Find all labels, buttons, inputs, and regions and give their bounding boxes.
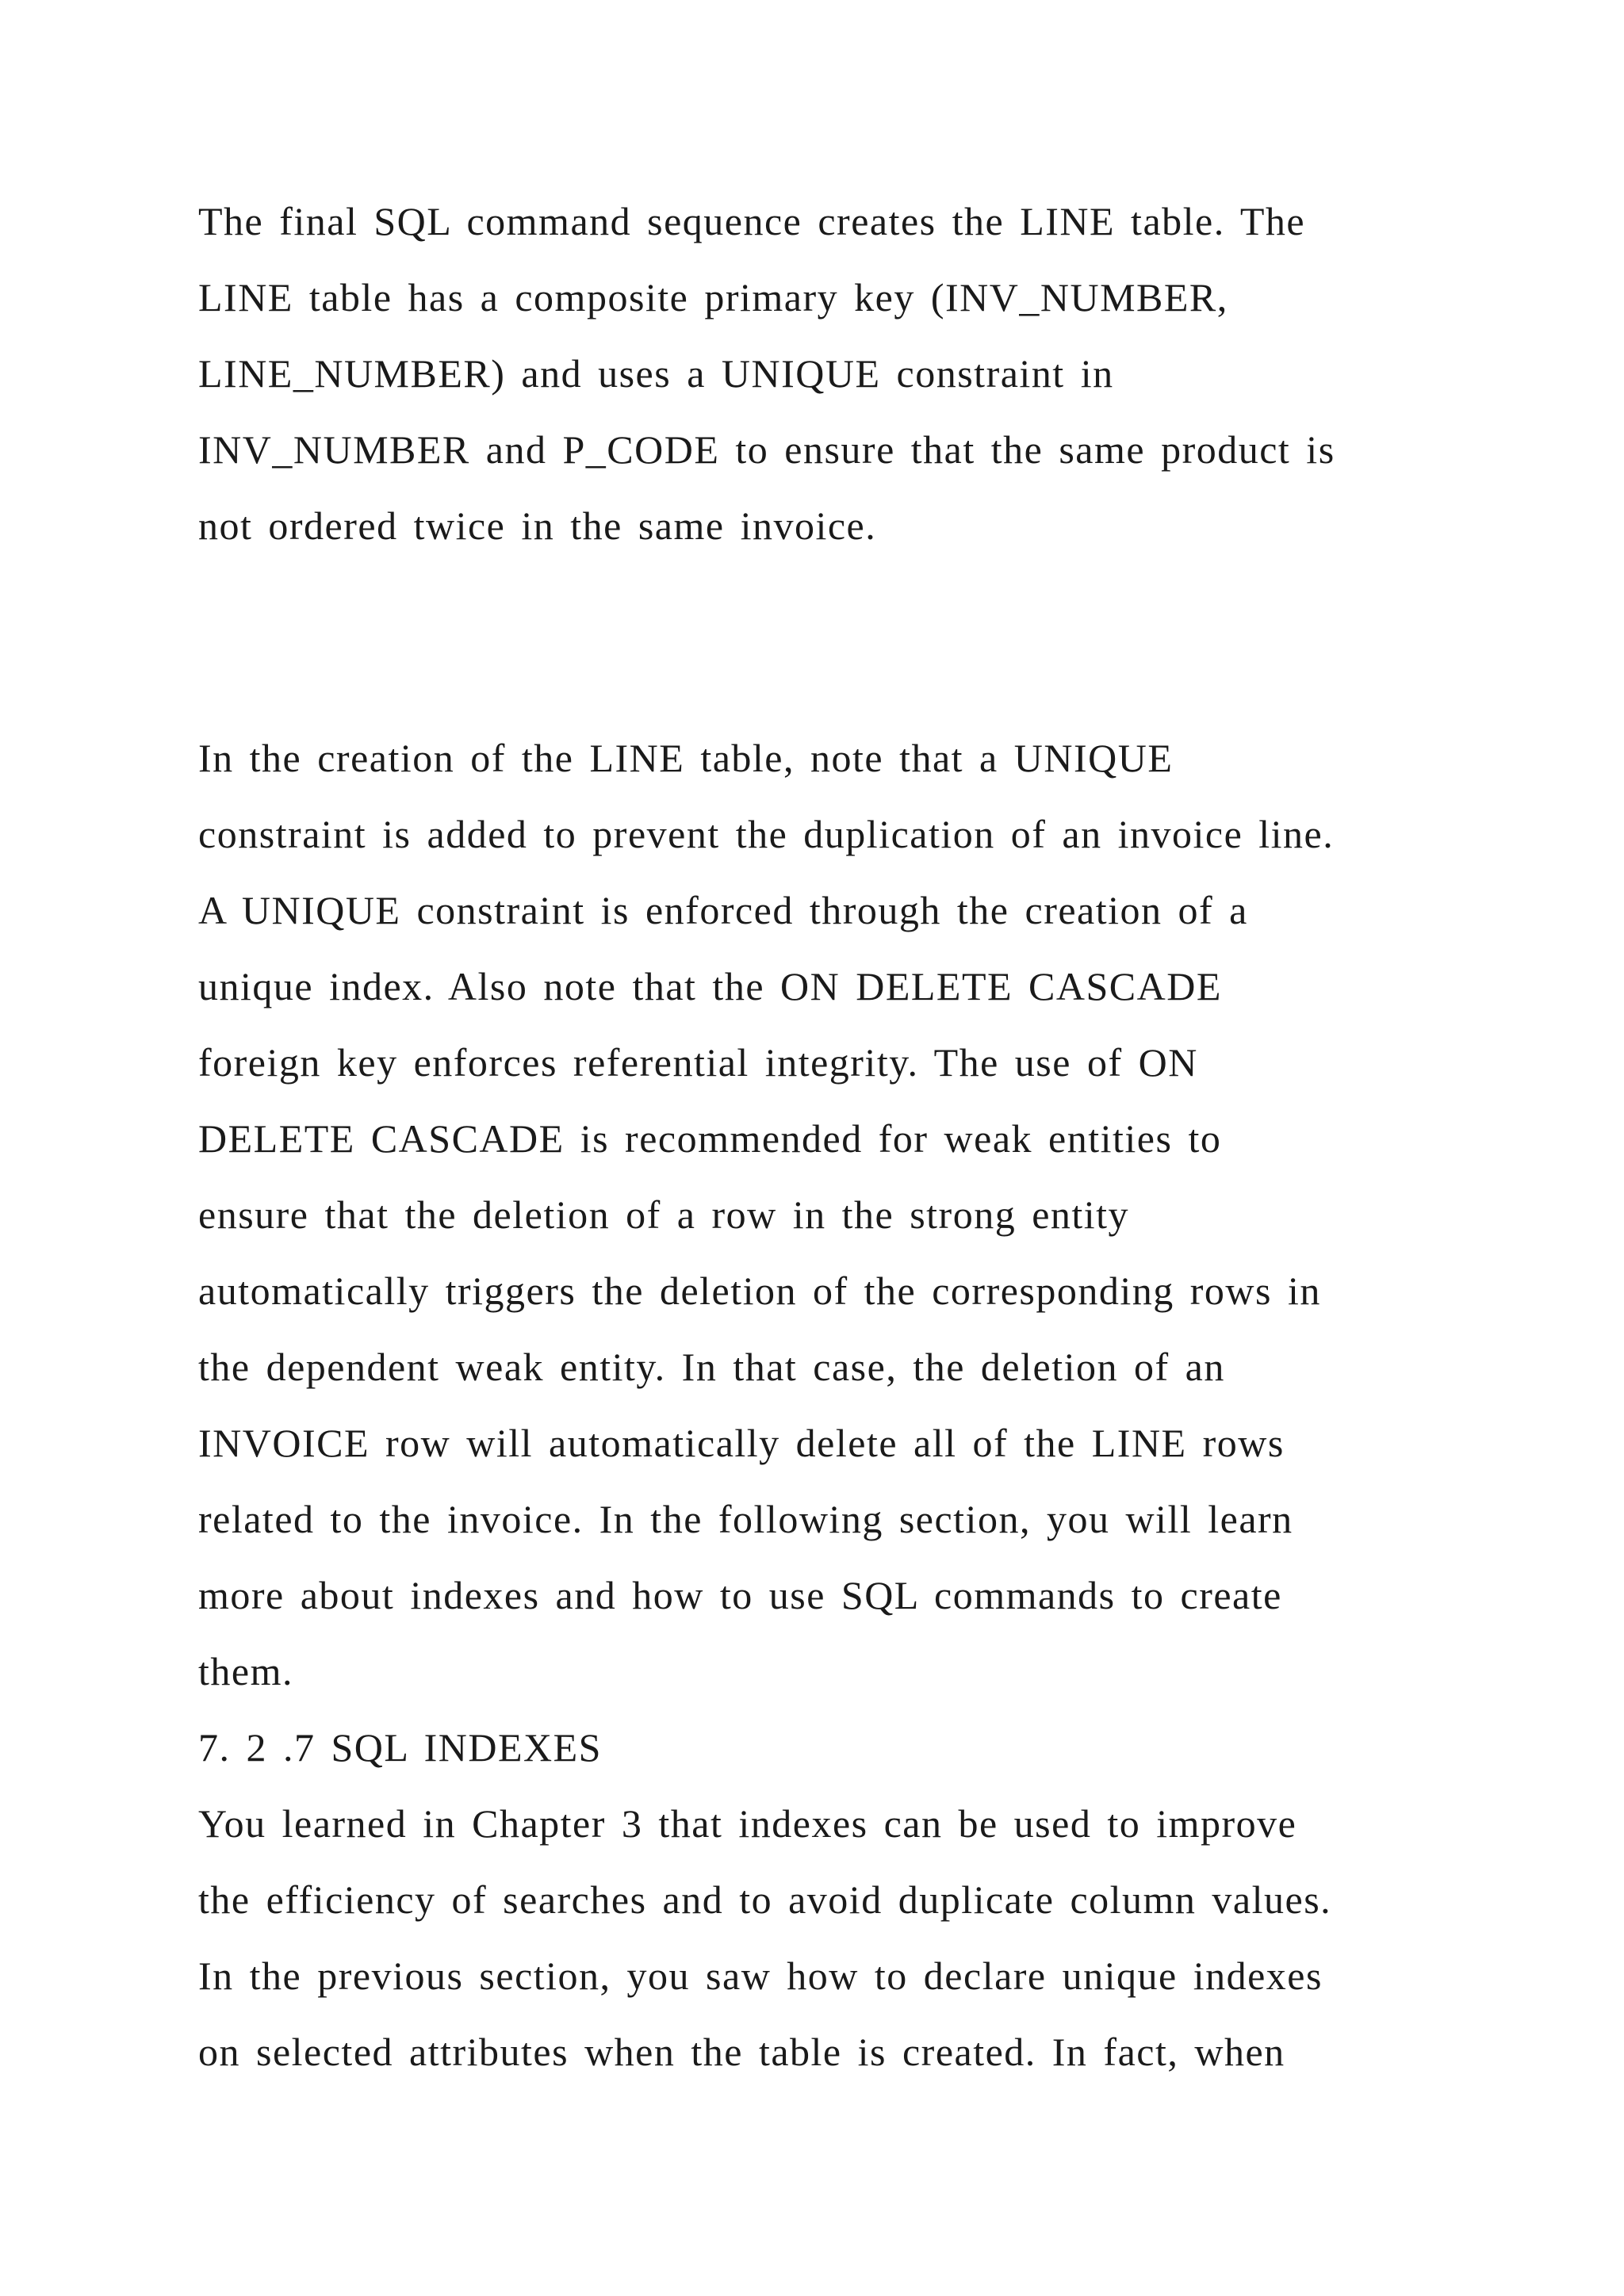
paragraph-1-line-4: INV_NUMBER and P_CODE to ensure that the same product is xyxy=(198,427,1335,472)
paragraph-2-line-2: constraint is added to prevent the duplication of an invoice line. xyxy=(198,812,1335,856)
paragraph-2-line-11: related to the invoice. In the following section, you will learn xyxy=(198,1497,1293,1541)
paragraph-2-line-7: ensure that the deletion of a row in the strong entity xyxy=(198,1192,1130,1237)
paragraph-1-line-5: not ordered twice in the same invoice. xyxy=(198,503,877,548)
paragraph-3-line-1: You learned in Chapter 3 that indexes can be used to improve xyxy=(198,1801,1297,1846)
paragraph-2-line-13: them. xyxy=(198,1649,293,1693)
paragraph-2-line-8: automatically triggers the deletion of the corresponding rows in xyxy=(198,1269,1321,1313)
paragraph-2-line-5: foreign key enforces referential integrity. The use of ON xyxy=(198,1040,1198,1085)
paragraph-2-line-3: A UNIQUE constraint is enforced through the creation of a xyxy=(198,888,1248,932)
paragraph-2-line-6: DELETE CASCADE is recommended for weak entities to xyxy=(198,1116,1222,1161)
paragraph-1-line-3: LINE_NUMBER) and uses a UNIQUE constraint in xyxy=(198,351,1114,396)
paragraph-2-line-12: more about indexes and how to use SQL commands to create xyxy=(198,1573,1282,1617)
paragraph-3-line-4: on selected attributes when the table is created. In fact, when xyxy=(198,2030,1285,2074)
paragraph-2-line-10: INVOICE row will automatically delete all of the LINE rows xyxy=(198,1421,1285,1465)
paragraph-1-line-2: LINE table has a composite primary key (INV_NUMBER, xyxy=(198,275,1228,320)
paragraph-1-line-1: The final SQL command sequence creates the LINE table. The xyxy=(198,199,1306,243)
section-heading: 7. 2 .7 SQL INDEXES xyxy=(198,1725,602,1770)
paragraph-2-line-1: In the creation of the LINE table, note that a UNIQUE xyxy=(198,736,1174,780)
paragraph-3-line-3: In the previous section, you saw how to declare unique indexes xyxy=(198,1954,1323,1998)
paragraph-2-line-9: the dependent weak entity. In that case, the deletion of an xyxy=(198,1345,1225,1389)
paragraph-3-line-2: the efficiency of searches and to avoid duplicate column values. xyxy=(198,1877,1332,1922)
paragraph-2-line-4: unique index. Also note that the ON DELETE CASCADE xyxy=(198,964,1222,1008)
